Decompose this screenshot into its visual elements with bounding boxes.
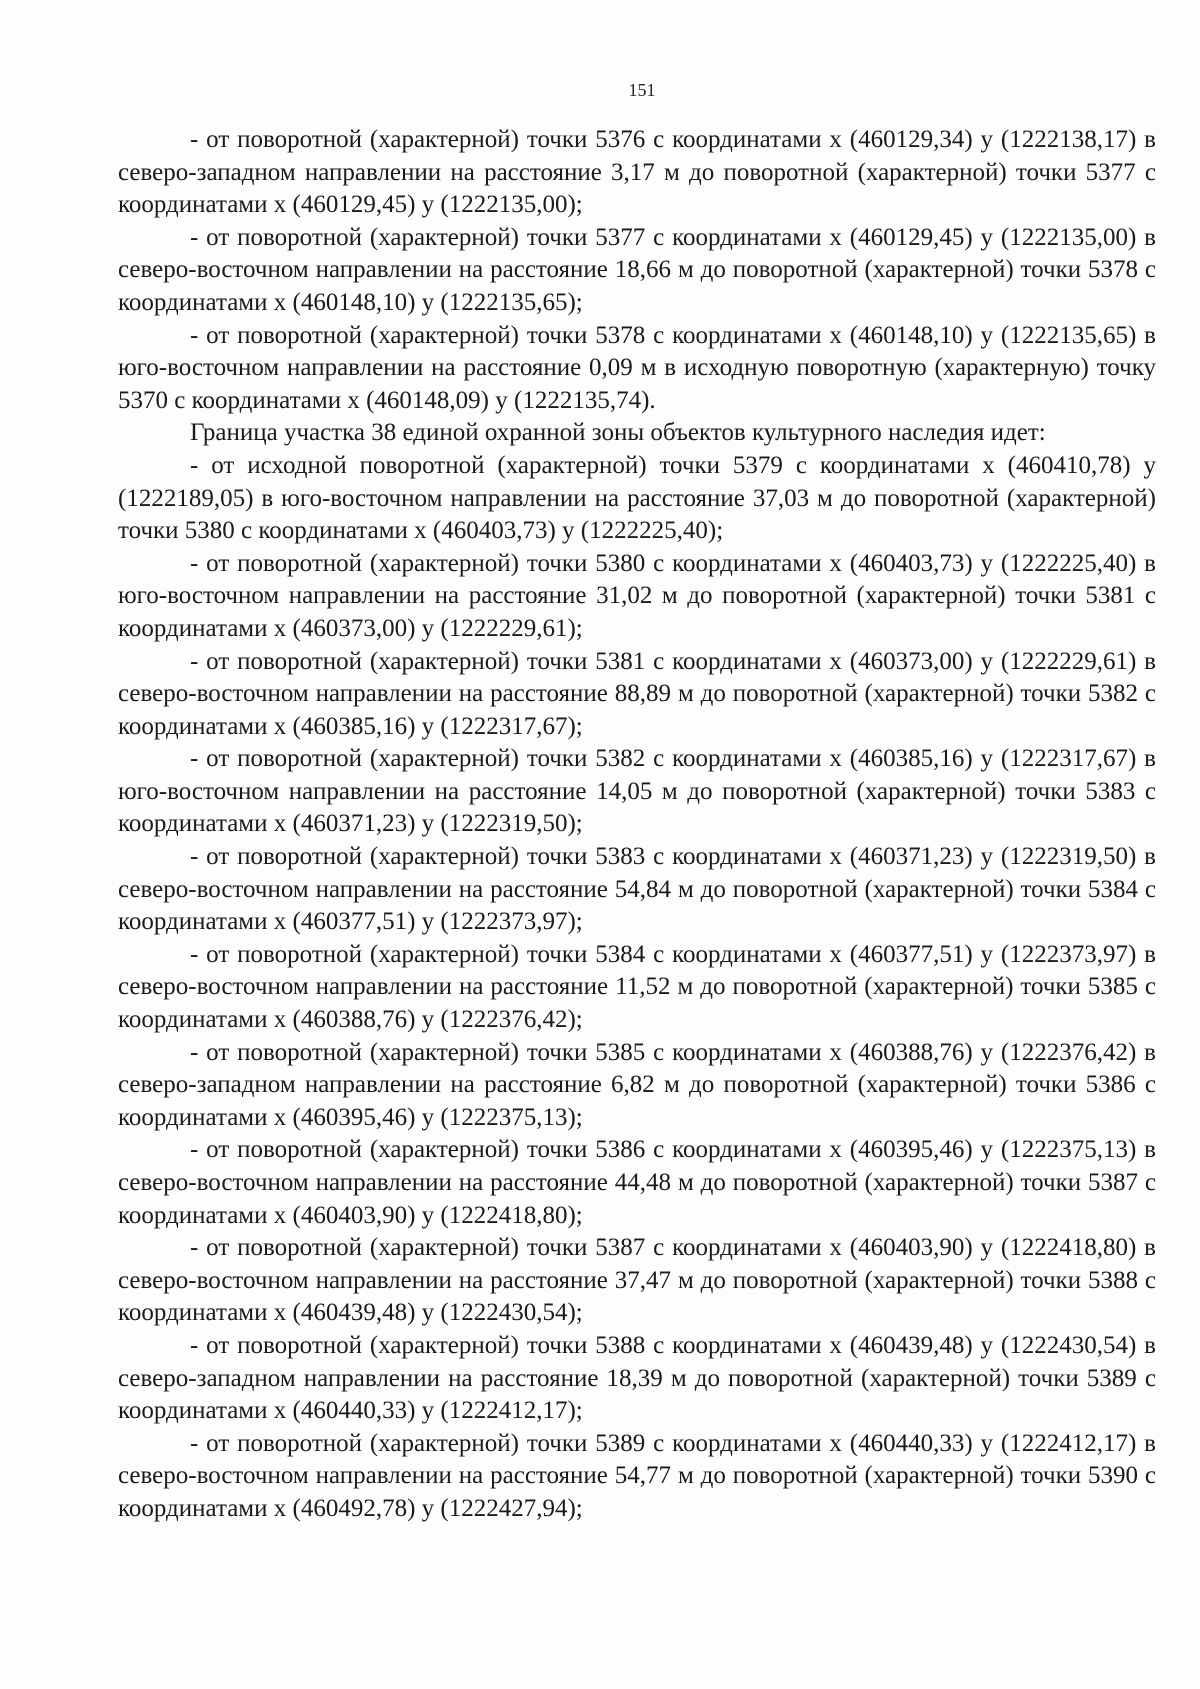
document-body bbox=[118, 124, 1156, 1526]
section-heading-paragraph: Граница участка 38 единой охранной зоны объектов культурного наследия идет: bbox=[190, 419, 1046, 447]
paragraph: - от поворотной (характерной) точки 5378 с координатами х (460148,10) у (1222135,65) в юго-восточном направлении на расстояние 0,09 м в исходную поворотную (характерную) точку 5370 с координатами х (460148,09) у (1222135,74). bbox=[118, 321, 1156, 414]
paragraph: - от поворотной (характерной) точки 5388 с координатами х (460439,48) у (1222430,54) в северо-западном направлении на расстояние 18,39 м до поворотной (характерной) точки 5389 с координатами х (460440,33) у (1222412,17); bbox=[118, 1331, 1156, 1425]
paragraph: - от поворотной (характерной) точки 5382 с координатами х (460385,16) у (1222317,67) в юго-восточном направлении на расстояние 14,05 м до поворотной (характерной) точки 5383 с координатами х (460371,23) у (1222319,50); bbox=[118, 745, 1156, 838]
paragraph: - от поворотной (характерной) точки 5386 с координатами х (460395,46) у (1222375,13) в северо-восточном направлении на расстояние 44,48 м до поворотной (характерной) точки 5387 с координатами х (460403,90) у (1222418,80); bbox=[118, 1136, 1156, 1229]
paragraph: - от поворотной (характерной) точки 5389 с координатами х (460440,33) у (1222412,17) в северо-восточном направлении на расстояние 54,77 м до поворотной (характерной) точки 5390 с координатами х (460492,78) у (1222427,94); bbox=[118, 1429, 1156, 1522]
paragraph: - от поворотной (характерной) точки 5387 с координатами х (460403,90) у (1222418,80) в северо-восточном направлении на расстояние 37,47 м до поворотной (характерной) точки 5388 с координатами х (460439,48) у (1222430,54); bbox=[118, 1234, 1156, 1327]
paragraph: - от поворотной (характерной) точки 5383 с координатами х (460371,23) у (1222319,50) в северо-восточном направлении на расстояние 54,84 м до поворотной (характерной) точки 5384 с координатами х (460377,51) у (1222373,97); bbox=[118, 843, 1156, 936]
paragraph: - от исходной поворотной (характерной) точки 5379 с координатами х (460410,78) у (1222189,05) в юго-восточном направлении на расстояние 37,03 м до поворотной (характерной) точки 5380 с координатами х (460403,73) у (1222225,40); bbox=[118, 451, 1156, 545]
paragraph: - от поворотной (характерной) точки 5384 с координатами х (460377,51) у (1222373,97) в северо-восточном направлении на расстояние 11,52 м до поворотной (характерной) точки 5385 с координатами х (460388,76) у (1222376,42); bbox=[118, 940, 1156, 1034]
page-number: 151 bbox=[628, 80, 656, 100]
paragraph: - от поворотной (характерной) точки 5376 с координатами х (460129,34) у (1222138,17) в северо-западном направлении на расстояние 3,17 м до поворотной (характерной) точки 5377 с координатами х (460129,45) у (1222135,00); bbox=[118, 126, 1156, 219]
paragraph: - от поворотной (характерной) точки 5377 с координатами х (460129,45) у (1222135,00) в северо-восточном направлении на расстояние 18,66 м до поворотной (характерной) точки 5378 с координатами х (460148,10) у (1222135,65); bbox=[118, 223, 1156, 316]
paragraph: - от поворотной (характерной) точки 5381 с координатами х (460373,00) у (1222229,61) в северо-восточном направлении на расстояние 88,89 м до поворотной (характерной) точки 5382 с координатами х (460385,16) у (1222317,67); bbox=[118, 647, 1156, 740]
paragraph: - от поворотной (характерной) точки 5380 с координатами х (460403,73) у (1222225,40) в юго-восточном направлении на расстояние 31,02 м до поворотной (характерной) точки 5381 с координатами х (460373,00) у (1222229,61); bbox=[118, 549, 1156, 642]
paragraph: - от поворотной (характерной) точки 5385 с координатами х (460388,76) у (1222376,42) в северо-западном направлении на расстояние 6,82 м до поворотной (характерной) точки 5386 с координатами х (460395,46) у (1222375,13); bbox=[118, 1038, 1156, 1131]
